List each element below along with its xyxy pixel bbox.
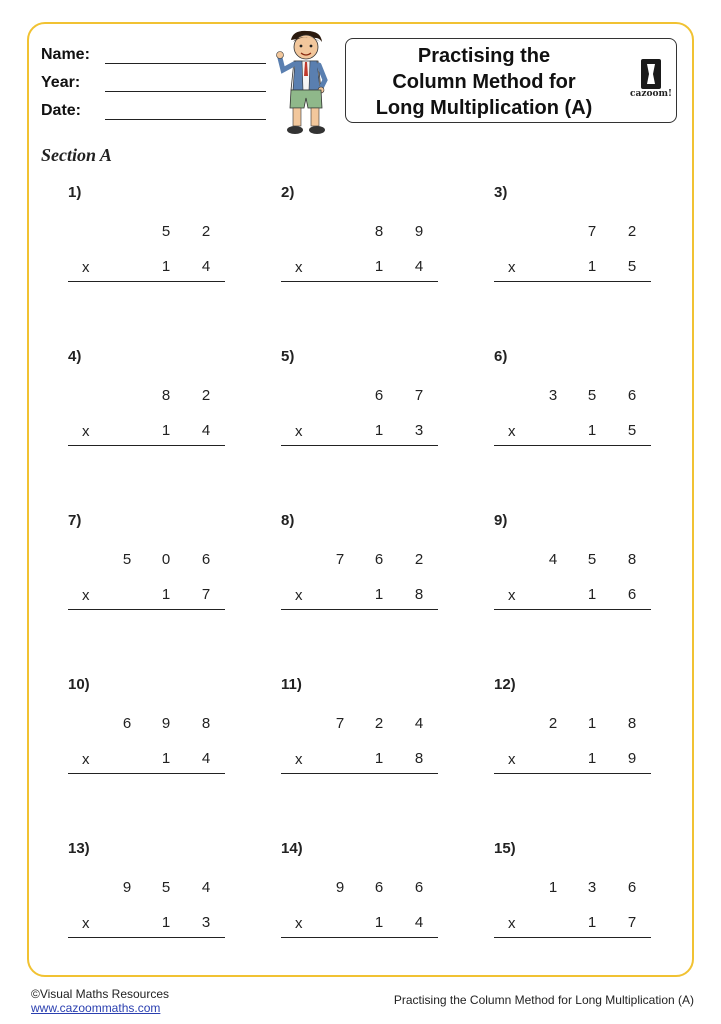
multiplicand-digit: 5 bbox=[161, 879, 171, 896]
multiply-sign: x bbox=[508, 751, 516, 768]
problem-1 bbox=[68, 184, 238, 296]
problem-number: 1) bbox=[68, 184, 82, 201]
multiplier-digit: 7 bbox=[627, 914, 637, 931]
name-line[interactable] bbox=[105, 63, 266, 64]
answer-line bbox=[281, 281, 438, 282]
multiply-sign: x bbox=[295, 423, 303, 440]
multiplier-digit: 4 bbox=[201, 750, 211, 767]
multiply-sign: x bbox=[295, 915, 303, 932]
multiplier-digit: 1 bbox=[161, 750, 171, 767]
multiplicand-digit: 9 bbox=[414, 223, 424, 240]
multiplicand-digit: 7 bbox=[335, 551, 345, 568]
multiplicand-digit: 7 bbox=[335, 715, 345, 732]
problem-11 bbox=[281, 676, 451, 788]
multiply-sign: x bbox=[508, 423, 516, 440]
answer-line bbox=[494, 937, 651, 938]
problem-number: 5) bbox=[281, 348, 295, 365]
multiplicand-digit: 6 bbox=[374, 879, 384, 896]
multiplicand-digit: 2 bbox=[201, 223, 211, 240]
year-line[interactable] bbox=[105, 91, 266, 92]
problem-number: 9) bbox=[494, 512, 508, 529]
multiplicand-digit: 5 bbox=[587, 387, 597, 404]
multiplier-digit: 4 bbox=[414, 258, 424, 275]
cazoom-logo: cazoom! bbox=[628, 59, 674, 105]
multiplier-digit: 1 bbox=[374, 586, 384, 603]
multiplicand-digit: 3 bbox=[548, 387, 558, 404]
year-label: Year: bbox=[41, 74, 81, 91]
problem-number: 2) bbox=[281, 184, 295, 201]
answer-line bbox=[68, 609, 225, 610]
answer-line bbox=[68, 937, 225, 938]
multiplicand-digit: 4 bbox=[414, 715, 424, 732]
problem-number: 14) bbox=[281, 840, 303, 857]
problem-5 bbox=[281, 348, 451, 460]
multiplicand-digit: 5 bbox=[587, 551, 597, 568]
multiplier-digit: 1 bbox=[374, 914, 384, 931]
multiplier-digit: 1 bbox=[161, 586, 171, 603]
multiplicand-digit: 6 bbox=[201, 551, 211, 568]
problem-number: 6) bbox=[494, 348, 508, 365]
answer-line bbox=[68, 773, 225, 774]
multiplicand-digit: 8 bbox=[161, 387, 171, 404]
multiplier-digit: 7 bbox=[201, 586, 211, 603]
multiplier-digit: 1 bbox=[161, 258, 171, 275]
multiply-sign: x bbox=[82, 751, 90, 768]
problem-13 bbox=[68, 840, 238, 952]
answer-line bbox=[68, 281, 225, 282]
problem-number: 15) bbox=[494, 840, 516, 857]
problem-8 bbox=[281, 512, 451, 624]
multiplicand-digit: 2 bbox=[414, 551, 424, 568]
problem-number: 12) bbox=[494, 676, 516, 693]
name-label: Name: bbox=[41, 46, 90, 63]
multiplier-digit: 1 bbox=[587, 914, 597, 931]
footer-title: Practising the Column Method for Long Multiplication (A) bbox=[393, 993, 694, 1007]
multiply-sign: x bbox=[295, 259, 303, 276]
multiplier-digit: 5 bbox=[627, 258, 637, 275]
multiplicand-digit: 6 bbox=[374, 387, 384, 404]
multiplier-digit: 3 bbox=[201, 914, 211, 931]
multiplicand-digit: 3 bbox=[587, 879, 597, 896]
multiplier-digit: 4 bbox=[414, 914, 424, 931]
multiplier-digit: 4 bbox=[201, 258, 211, 275]
multiplier-digit: 1 bbox=[587, 750, 597, 767]
multiplicand-digit: 4 bbox=[548, 551, 558, 568]
problem-6 bbox=[494, 348, 664, 460]
answer-line bbox=[281, 445, 438, 446]
multiplier-digit: 6 bbox=[627, 586, 637, 603]
multiplier-digit: 5 bbox=[627, 422, 637, 439]
multiplicand-digit: 1 bbox=[587, 715, 597, 732]
problem-number: 8) bbox=[281, 512, 295, 529]
multiplier-digit: 1 bbox=[587, 586, 597, 603]
answer-line bbox=[494, 281, 651, 282]
multiply-sign: x bbox=[82, 915, 90, 932]
cartoon-boy-illustration bbox=[275, 28, 337, 140]
problem-number: 13) bbox=[68, 840, 90, 857]
multiplier-digit: 1 bbox=[587, 258, 597, 275]
answer-line bbox=[494, 445, 651, 446]
multiply-sign: x bbox=[82, 587, 90, 604]
problem-10 bbox=[68, 676, 238, 788]
multiplicand-digit: 6 bbox=[627, 879, 637, 896]
cazoom-logo-mark-icon bbox=[640, 59, 662, 89]
problem-12 bbox=[494, 676, 664, 788]
problem-15 bbox=[494, 840, 664, 952]
multiplicand-digit: 0 bbox=[161, 551, 171, 568]
multiplicand-digit: 6 bbox=[374, 551, 384, 568]
multiplier-digit: 1 bbox=[161, 422, 171, 439]
multiply-sign: x bbox=[508, 259, 516, 276]
multiplicand-digit: 5 bbox=[161, 223, 171, 240]
multiplicand-digit: 8 bbox=[201, 715, 211, 732]
date-line[interactable] bbox=[105, 119, 266, 120]
answer-line bbox=[281, 937, 438, 938]
problem-number: 3) bbox=[494, 184, 508, 201]
multiply-sign: x bbox=[82, 423, 90, 440]
section-heading: Section A bbox=[41, 145, 112, 165]
multiply-sign: x bbox=[508, 587, 516, 604]
answer-line bbox=[494, 773, 651, 774]
answer-line bbox=[281, 609, 438, 610]
multiplicand-digit: 8 bbox=[627, 715, 637, 732]
multiply-sign: x bbox=[295, 587, 303, 604]
worksheet-title: Practising the Column Method for Long Multiplication (A) bbox=[375, 45, 593, 119]
multiply-sign: x bbox=[82, 259, 90, 276]
multiplicand-digit: 9 bbox=[161, 715, 171, 732]
multiplier-digit: 1 bbox=[374, 750, 384, 767]
answer-line bbox=[281, 773, 438, 774]
problem-9 bbox=[494, 512, 664, 624]
problem-number: 7) bbox=[68, 512, 82, 529]
problem-7 bbox=[68, 512, 238, 624]
answer-line bbox=[68, 445, 225, 446]
multiplicand-digit: 7 bbox=[587, 223, 597, 240]
multiplier-digit: 1 bbox=[161, 914, 171, 931]
multiplicand-digit: 6 bbox=[627, 387, 637, 404]
multiplicand-digit: 1 bbox=[548, 879, 558, 896]
multiplicand-digit: 7 bbox=[414, 387, 424, 404]
multiplicand-digit: 4 bbox=[201, 879, 211, 896]
multiplier-digit: 1 bbox=[374, 422, 384, 439]
problem-4 bbox=[68, 348, 238, 460]
multiplier-digit: 1 bbox=[374, 258, 384, 275]
multiplier-digit: 1 bbox=[587, 422, 597, 439]
multiplicand-digit: 2 bbox=[374, 715, 384, 732]
answer-line bbox=[494, 609, 651, 610]
multiplicand-digit: 9 bbox=[122, 879, 132, 896]
title-box bbox=[345, 38, 677, 123]
multiply-sign: x bbox=[295, 751, 303, 768]
copyright-text: ©Visual Maths Resources bbox=[31, 987, 170, 1001]
multiplier-digit: 3 bbox=[414, 422, 424, 439]
multiplicand-digit: 8 bbox=[374, 223, 384, 240]
multiplicand-digit: 2 bbox=[548, 715, 558, 732]
multiply-sign: x bbox=[508, 915, 516, 932]
multiplier-digit: 9 bbox=[627, 750, 637, 767]
problem-number: 10) bbox=[68, 676, 90, 693]
problem-2 bbox=[281, 184, 451, 296]
page-border bbox=[27, 22, 694, 977]
multiplicand-digit: 9 bbox=[335, 879, 345, 896]
multiplier-digit: 8 bbox=[414, 586, 424, 603]
problem-3 bbox=[494, 184, 664, 296]
multiplier-digit: 8 bbox=[414, 750, 424, 767]
multiplicand-digit: 5 bbox=[122, 551, 132, 568]
date-label: Date: bbox=[41, 102, 82, 119]
multiplier-digit: 4 bbox=[201, 422, 211, 439]
multiplicand-digit: 6 bbox=[122, 715, 132, 732]
website-link[interactable]: www.cazoommaths.com bbox=[31, 1001, 161, 1015]
multiplicand-digit: 8 bbox=[627, 551, 637, 568]
multiplicand-digit: 2 bbox=[201, 387, 211, 404]
multiplicand-digit: 6 bbox=[414, 879, 424, 896]
problem-14 bbox=[281, 840, 451, 952]
problem-number: 4) bbox=[68, 348, 82, 365]
problem-number: 11) bbox=[281, 676, 302, 693]
multiplicand-digit: 2 bbox=[627, 223, 637, 240]
